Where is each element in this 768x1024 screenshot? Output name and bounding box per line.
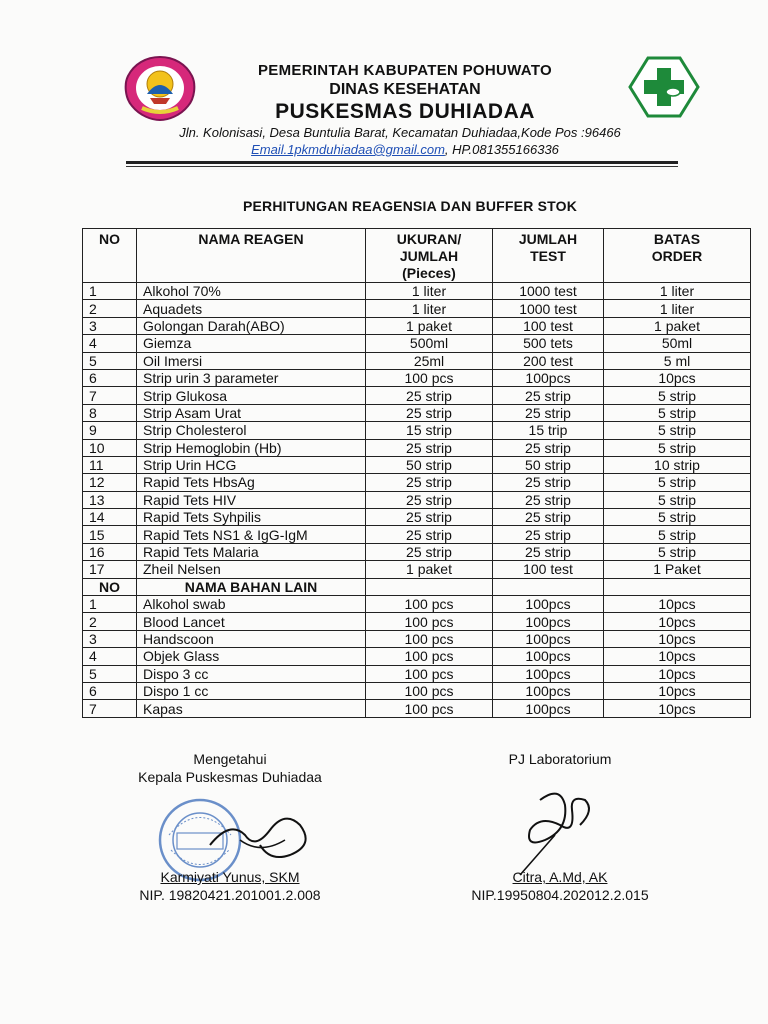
- cell-no: 1: [83, 283, 137, 300]
- cell-no: 10: [83, 439, 137, 456]
- cell-order-limit: 10pcs: [604, 665, 751, 682]
- cell-name: Rapid Tets HIV: [137, 491, 366, 508]
- cell-test: 100pcs: [493, 596, 604, 613]
- cell-test: 100 test: [493, 317, 604, 334]
- cell-order-limit: 5 strip: [604, 422, 751, 439]
- column-header-order-limit: BATAS ORDER: [604, 229, 751, 283]
- cell-order-limit: 5 strip: [604, 404, 751, 421]
- address-line: Jln. Kolonisasi, Desa Buntulia Barat, Kecamatan Duhiadaa,Kode Pos :96466: [179, 125, 621, 140]
- cell-no: 7: [83, 700, 137, 717]
- table-row: [83, 300, 751, 317]
- cell-test: 25 strip: [493, 509, 604, 526]
- signature-name-right: [440, 868, 680, 904]
- signature-block-left: [110, 750, 350, 786]
- table-row: [83, 369, 751, 386]
- cell-order-limit: 1 liter: [604, 283, 751, 300]
- table-row: [83, 509, 751, 526]
- lab-pj-name: Citra, A.Md, AK: [512, 869, 608, 885]
- cell-order-limit: 10pcs: [604, 596, 751, 613]
- cell-name: Rapid Tets HbsAg: [137, 474, 366, 491]
- cell-order-limit: 10pcs: [604, 648, 751, 665]
- cell-no: 6: [83, 369, 137, 386]
- table-row: [83, 474, 751, 491]
- table-row: [83, 630, 751, 647]
- cell-test: 100 test: [493, 561, 604, 578]
- table-row: [83, 422, 751, 439]
- cell-size: 25 strip: [366, 509, 493, 526]
- document-title: PERHITUNGAN REAGENSIA DAN BUFFER STOK: [242, 198, 578, 214]
- cell-name: Golongan Darah(ABO): [137, 317, 366, 334]
- cell-size: 100 pcs: [366, 700, 493, 717]
- head-name: Karmiyati Yunus, SKM: [160, 869, 300, 885]
- cell-name: Dispo 3 cc: [137, 665, 366, 682]
- column-header-no: NO: [83, 229, 137, 283]
- column-header-name: NAMA REAGEN: [137, 229, 366, 283]
- cell-no: 14: [83, 509, 137, 526]
- column-header-size: UKURAN/ JUMLAH (Pieces): [366, 229, 493, 283]
- cell-test: 25 strip: [493, 404, 604, 421]
- cell-size: 1 paket: [366, 317, 493, 334]
- cell-size: 100 pcs: [366, 648, 493, 665]
- cell-size: 1 liter: [366, 283, 493, 300]
- signature-name-left: [110, 868, 350, 904]
- cell-no: 4: [83, 648, 137, 665]
- cell-order-limit: 10pcs: [604, 630, 751, 647]
- cell-test: 25 strip: [493, 543, 604, 560]
- sub-header-empty: [493, 578, 604, 595]
- cell-no: 3: [83, 630, 137, 647]
- signature-left-icon: [200, 800, 320, 870]
- cell-name: Dispo 1 cc: [137, 682, 366, 699]
- cell-no: 12: [83, 474, 137, 491]
- cell-name: Strip Cholesterol: [137, 422, 366, 439]
- cell-test: 100pcs: [493, 630, 604, 647]
- cell-name: Giemza: [137, 335, 366, 352]
- cell-no: 3: [83, 317, 137, 334]
- table-header-row: [83, 229, 751, 283]
- cell-name: Blood Lancet: [137, 613, 366, 630]
- table-row: [83, 561, 751, 578]
- cell-no: 17: [83, 561, 137, 578]
- cell-size: 100 pcs: [366, 613, 493, 630]
- table-row: [83, 283, 751, 300]
- cell-order-limit: 1 liter: [604, 300, 751, 317]
- cell-name: Handscoon: [137, 630, 366, 647]
- sub-header-empty: [366, 578, 493, 595]
- cell-order-limit: 5 strip: [604, 474, 751, 491]
- column-header-test: JUMLAH TEST: [493, 229, 604, 283]
- reagent-table: [82, 228, 751, 718]
- cell-order-limit: 10 strip: [604, 456, 751, 473]
- cell-no: 9: [83, 422, 137, 439]
- cell-no: 8: [83, 404, 137, 421]
- cell-name: Objek Glass: [137, 648, 366, 665]
- table-row: [83, 404, 751, 421]
- cell-no: 13: [83, 491, 137, 508]
- cell-no: 4: [83, 335, 137, 352]
- cell-name: Strip Hemoglobin (Hb): [137, 439, 366, 456]
- cell-size: 500ml: [366, 335, 493, 352]
- head-title: Kepala Puskesmas Duhiadaa: [138, 769, 322, 785]
- table-row: [83, 596, 751, 613]
- cell-no: 16: [83, 543, 137, 560]
- cell-name: Alkohol 70%: [137, 283, 366, 300]
- government-line: PEMERINTAH KABUPATEN POHUWATO: [258, 62, 552, 79]
- cell-no: 15: [83, 526, 137, 543]
- sub-header-name: NAMA BAHAN LAIN: [137, 578, 366, 595]
- cell-order-limit: 5 strip: [604, 439, 751, 456]
- sub-header-row: [83, 578, 751, 595]
- header-rule-thin: [126, 166, 678, 167]
- acknowledged-label: Mengetahui: [193, 751, 267, 767]
- cell-size: 25 strip: [366, 387, 493, 404]
- cell-test: 100pcs: [493, 369, 604, 386]
- cell-test: 25 strip: [493, 526, 604, 543]
- cell-test: 25 strip: [493, 387, 604, 404]
- cell-order-limit: 5 strip: [604, 526, 751, 543]
- cell-size: 25 strip: [366, 543, 493, 560]
- cell-name: Aquadets: [137, 300, 366, 317]
- cell-size: 15 strip: [366, 422, 493, 439]
- cell-order-limit: 5 strip: [604, 387, 751, 404]
- cell-size: 50 strip: [366, 456, 493, 473]
- cell-order-limit: 5 ml: [604, 352, 751, 369]
- phone-text: , HP.081355166336: [444, 142, 559, 157]
- cell-no: 5: [83, 665, 137, 682]
- cell-size: 100 pcs: [366, 596, 493, 613]
- cell-name: Rapid Tets Malaria: [137, 543, 366, 560]
- cell-no: 2: [83, 300, 137, 317]
- cell-test: 1000 test: [493, 300, 604, 317]
- lab-pj-label: PJ Laboratorium: [508, 751, 612, 767]
- table-row: [83, 439, 751, 456]
- cell-size: 100 pcs: [366, 682, 493, 699]
- cell-name: Zheil Nelsen: [137, 561, 366, 578]
- cell-order-limit: 5 strip: [604, 543, 751, 560]
- table-row: [83, 526, 751, 543]
- cell-no: 11: [83, 456, 137, 473]
- cell-test: 25 strip: [493, 439, 604, 456]
- table-row: [83, 543, 751, 560]
- letterhead: [170, 62, 640, 158]
- cell-name: Strip Asam Urat: [137, 404, 366, 421]
- table-row: [83, 456, 751, 473]
- cell-name: Alkohol swab: [137, 596, 366, 613]
- cell-order-limit: 5 strip: [604, 491, 751, 508]
- cell-test: 50 strip: [493, 456, 604, 473]
- email-link[interactable]: Email.1pkmduhiadaa@gmail.com: [251, 142, 445, 157]
- signature-block-right: [440, 750, 680, 768]
- contact-line: [170, 141, 640, 158]
- table-row: [83, 665, 751, 682]
- cell-size: 25 strip: [366, 439, 493, 456]
- table-row: [83, 387, 751, 404]
- cell-test: 100pcs: [493, 613, 604, 630]
- cell-name: Kapas: [137, 700, 366, 717]
- cell-test: 200 test: [493, 352, 604, 369]
- cell-order-limit: 1 Paket: [604, 561, 751, 578]
- cell-test: 25 strip: [493, 491, 604, 508]
- table-row: [83, 648, 751, 665]
- cell-name: Strip urin 3 parameter: [137, 369, 366, 386]
- cell-order-limit: 5 strip: [604, 509, 751, 526]
- cell-order-limit: 10pcs: [604, 613, 751, 630]
- cell-name: Rapid Tets NS1 & IgG-IgM: [137, 526, 366, 543]
- header-rule-thick: [126, 161, 678, 164]
- cell-no: 6: [83, 682, 137, 699]
- cell-name: Rapid Tets Syhpilis: [137, 509, 366, 526]
- cell-size: 25 strip: [366, 474, 493, 491]
- table-row: [83, 335, 751, 352]
- sub-header-no: NO: [83, 578, 137, 595]
- cell-size: 25 strip: [366, 491, 493, 508]
- cell-test: 1000 test: [493, 283, 604, 300]
- lab-pj-nip: NIP.19950804.202012.2.015: [471, 887, 649, 903]
- cell-size: 25 strip: [366, 526, 493, 543]
- cell-order-limit: 50ml: [604, 335, 751, 352]
- cell-size: 100 pcs: [366, 665, 493, 682]
- puskesmas-cross-logo-icon: [628, 56, 700, 118]
- cell-order-limit: 1 paket: [604, 317, 751, 334]
- cell-order-limit: 10pcs: [604, 682, 751, 699]
- head-nip: NIP. 19820421.201001.2.008: [139, 887, 321, 903]
- cell-size: 1 liter: [366, 300, 493, 317]
- cell-name: Strip Urin HCG: [137, 456, 366, 473]
- cell-test: 100pcs: [493, 700, 604, 717]
- cell-name: Oil Imersi: [137, 352, 366, 369]
- sub-header-empty: [604, 578, 751, 595]
- cell-test: 100pcs: [493, 648, 604, 665]
- cell-order-limit: 10pcs: [604, 700, 751, 717]
- cell-test: 25 strip: [493, 474, 604, 491]
- table-row: [83, 491, 751, 508]
- cell-test: 100pcs: [493, 665, 604, 682]
- cell-no: 5: [83, 352, 137, 369]
- cell-name: Strip Glukosa: [137, 387, 366, 404]
- table-row: [83, 682, 751, 699]
- cell-size: 100 pcs: [366, 369, 493, 386]
- cell-no: 2: [83, 613, 137, 630]
- table-row: [83, 700, 751, 717]
- table-row: [83, 317, 751, 334]
- department-line: DINAS KESEHATAN: [329, 81, 481, 98]
- signature-right-icon: [500, 780, 610, 880]
- cell-test: 15 trip: [493, 422, 604, 439]
- cell-no: 7: [83, 387, 137, 404]
- institution-name: PUSKESMAS DUHIADAA: [275, 100, 535, 123]
- table-row: [83, 352, 751, 369]
- cell-size: 1 paket: [366, 561, 493, 578]
- cell-test: 500 tets: [493, 335, 604, 352]
- table-row: [83, 613, 751, 630]
- cell-size: 25ml: [366, 352, 493, 369]
- cell-test: 100pcs: [493, 682, 604, 699]
- cell-order-limit: 10pcs: [604, 369, 751, 386]
- cell-size: 25 strip: [366, 404, 493, 421]
- cell-no: 1: [83, 596, 137, 613]
- cell-size: 100 pcs: [366, 630, 493, 647]
